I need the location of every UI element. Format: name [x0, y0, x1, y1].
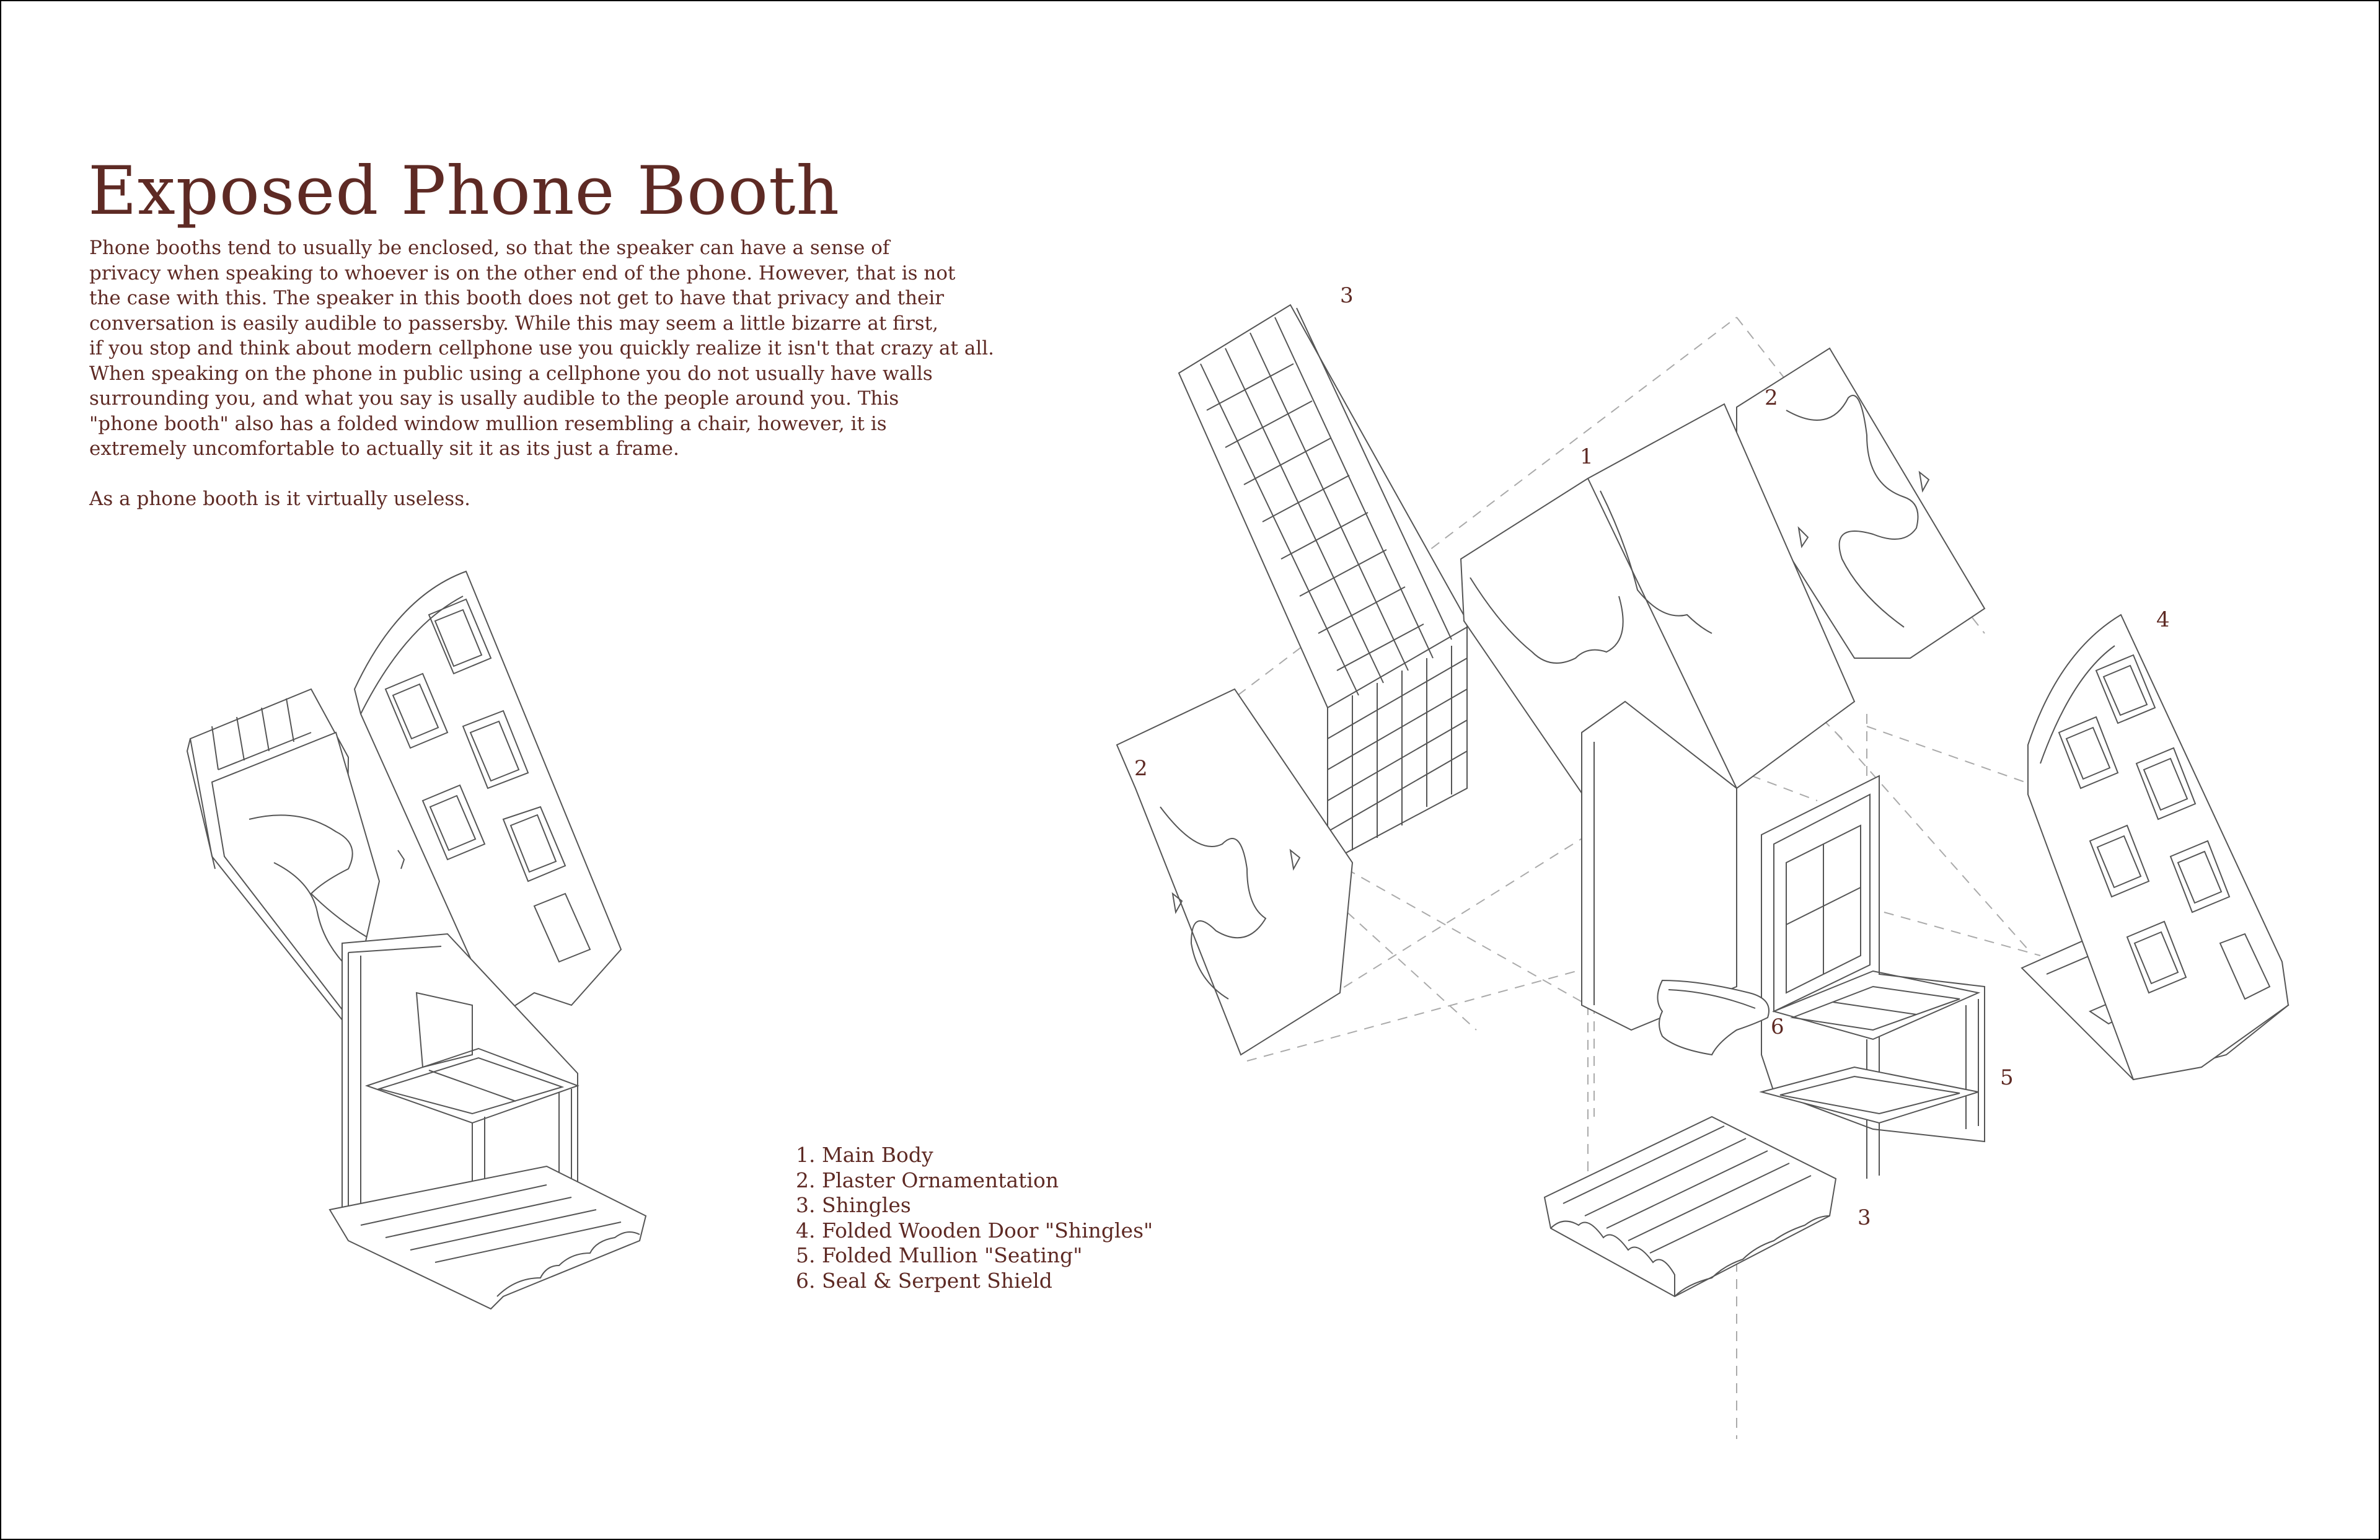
description-line: surrounding you, and what you say is usally audible to the people around you. This — [89, 387, 899, 410]
legend-item-shingles: 3. Shingles — [796, 1193, 911, 1217]
legend-item-main-body: 1. Main Body — [796, 1143, 933, 1167]
callout-plaster-left: 2 — [1134, 756, 1148, 781]
description-line: Phone booths tend to usually be enclosed, so that the speaker can have a sense of — [89, 237, 890, 259]
paragraph-spacer — [89, 462, 1168, 486]
callout-seal: 6 — [1771, 1014, 1784, 1039]
exploded-seal-shield — [1658, 980, 1770, 1055]
callout-plaster-right: 2 — [1765, 385, 1778, 410]
assembled-booth-drawing — [187, 571, 646, 1309]
description-line: conversation is easily audible to passersby. While this may seem a little bizarre at first, — [89, 312, 938, 335]
exploded-booth-drawing — [1117, 305, 2288, 1439]
exploded-shingles-floor — [1545, 1117, 1836, 1296]
callout-door: 4 — [2156, 607, 2170, 632]
description-line: if you stop and think about modern cellphone use you quickly realize it isn't that crazy at all. — [89, 337, 994, 359]
callout-mullion: 5 — [2000, 1065, 2014, 1090]
legend-item-plaster: 2. Plaster Ornamentation — [796, 1168, 1059, 1192]
description-closing: As a phone booth is it virtually useless. — [89, 487, 470, 510]
description-line: When speaking on the phone in public using a cellphone you do not usually have walls — [89, 362, 933, 385]
description-text — [89, 235, 1168, 511]
description-line: "phone booth" also has a folded window mullion resembling a chair, however, it is — [89, 412, 887, 435]
exploded-mullion-chair — [1761, 776, 1985, 1179]
callout-shingles-bottom: 3 — [1858, 1205, 1871, 1230]
legend-item-seal-shield: 6. Seal & Serpent Shield — [796, 1268, 1052, 1293]
callout-main-body: 1 — [1580, 444, 1593, 469]
description-line: privacy when speaking to whoever is on the other end of the phone. However, that is not — [89, 262, 956, 284]
exploded-plaster-panel-left — [1117, 689, 1352, 1055]
legend-item-door-shingles: 4. Folded Wooden Door "Shingles" — [796, 1218, 1153, 1243]
callout-shingles-top: 3 — [1340, 283, 1354, 308]
page-title: Exposed Phone Booth — [88, 152, 840, 231]
description-line: extremely uncomfortable to actually sit it as its just a frame. — [89, 438, 679, 460]
legend-item-mullion-seating: 5. Folded Mullion "Seating" — [796, 1243, 1083, 1267]
description-line: the case with this. The speaker in this booth does not get to have that privacy and their — [89, 287, 945, 309]
parts-legend — [796, 1143, 1153, 1293]
exploded-folded-door — [2022, 615, 2288, 1080]
